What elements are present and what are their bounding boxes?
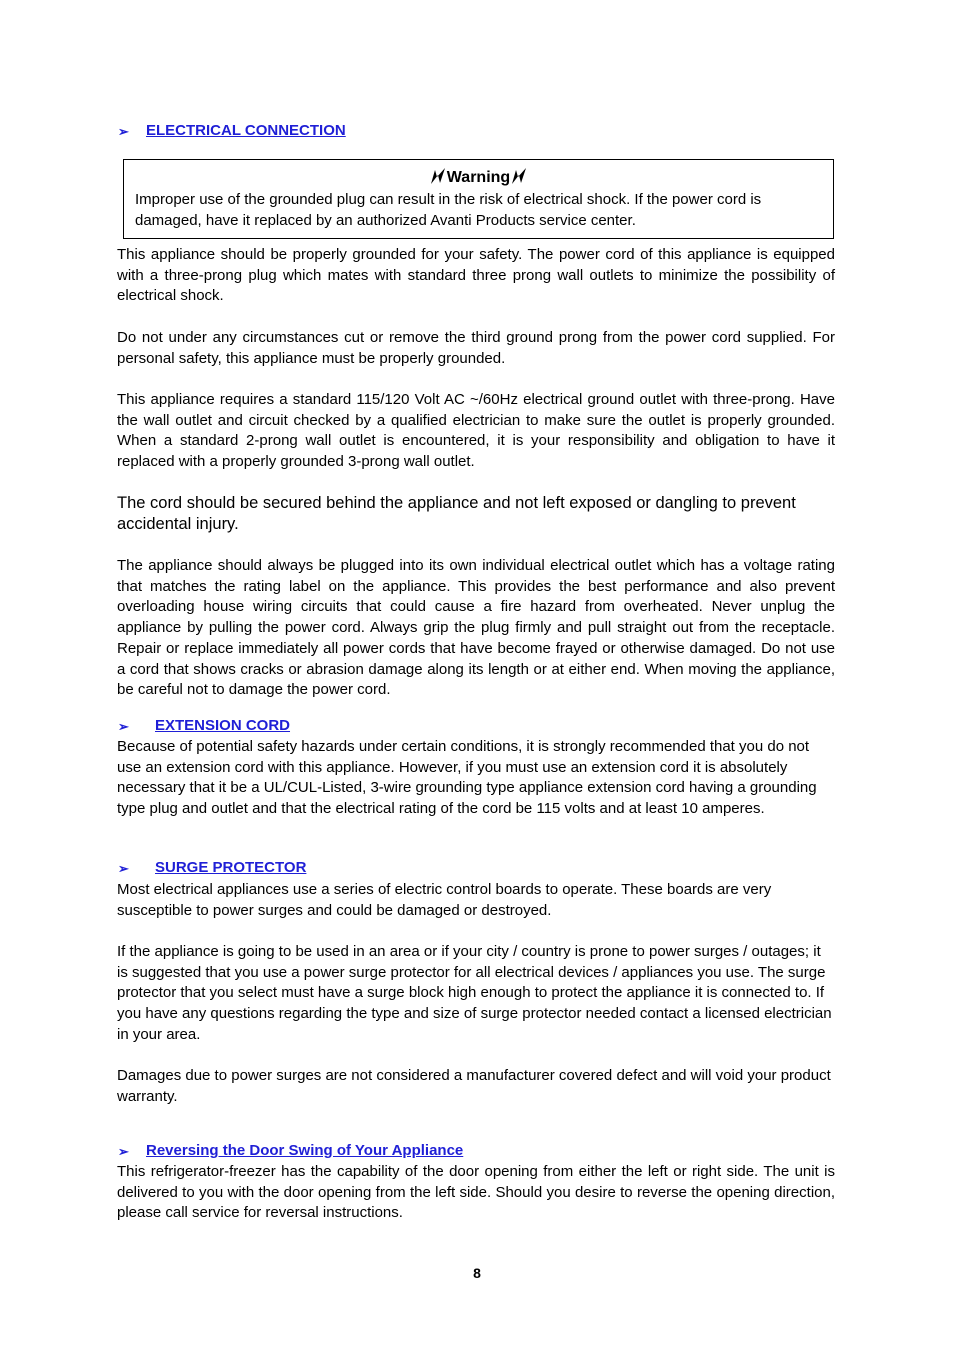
paragraph-cord-secured: The cord should be secured behind the appliance and not left exposed or dangling to prevent accidental injury.	[117, 494, 796, 533]
paragraph-outlet-requirements: This appliance requires a standard 115/120 Volt AC ~/60Hz electrical ground outlet with three-prong. Have the wall outlet and circuit checked by a qualified electrician to make sure the outlet is properly grounded. When a standard 2-prong wall outlet is encountered, it is your responsibility and obligation to have it replaced with a properly grounded 3-prong wall outlet.	[117, 391, 835, 471]
paragraph-individual-outlet: The appliance should always be plugged into its own individual electrical outlet which has a voltage rating that matches the rating label on the appliance. This provides the best performance and also prevent overloading house wiring circuits that could cause a fire hazard from overheated. Never unplug the appliance by pulling the power cord. Always grip the plug firmly and pull straight out from the receptacle. Repair or replace immediately all power cords that have become frayed or otherwise damaged. Do not use a cord that shows cracks or abrasion damage along its length or at either end. When moving the appliance, be careful not to damage the power cord.	[117, 557, 835, 699]
heading-surge-protector: SURGE PROTECTOR	[155, 859, 307, 876]
arrow-bullet-icon: ➢	[118, 719, 129, 734]
lightning-bolt-icon	[429, 167, 447, 185]
arrow-bullet-icon: ➢	[118, 124, 129, 139]
warning-title-text: Warning	[446, 169, 511, 186]
paragraph-reversing-door: This refrigerator-freezer has the capability of the door opening from either the left or right side. The unit is delivered to you with the door opening from the left side. Should you desire to reverse the opening direction, please call service for reversal instructions.	[117, 1163, 835, 1222]
arrow-bullet-icon: ➢	[118, 861, 129, 876]
heading-extension-cord: EXTENSION CORD	[155, 717, 291, 734]
arrow-bullet-icon: ➢	[118, 1144, 129, 1159]
heading-reversing-door: Reversing the Door Swing of Your Appliance	[146, 1142, 464, 1159]
paragraph-warranty: Damages due to power surges are not considered a manufacturer covered defect and will void your product warranty.	[117, 1067, 831, 1105]
paragraph-grounding: This appliance should be properly grounded for your safety. The power cord of this appliance is equipped with a three-prong plug which mates with standard three prong wall outlets to minimize the possibility of electrical shock.	[117, 246, 835, 305]
page-number: 8	[473, 1265, 481, 1281]
paragraph-extension-cord: Because of potential safety hazards under certain conditions, it is strongly recommended that you do not use an extension cord with this appliance. However, if you must use an extension cord it is absolutely necessary that it be a UL/CUL-Listed, 3-wire grounding type appliance extension cord having a grounding type plug and outlet and that the electrical rating of the cord be 115 volts and at least 10 amperes.	[117, 738, 817, 818]
warning-text: Improper use of the grounded plug can result in the risk of electrical shock. If the power cord is damaged, have it replaced by an authorized Avanti Products service center.	[135, 191, 762, 229]
lightning-bolt-icon	[510, 167, 528, 185]
heading-electrical-connection: ELECTRICAL CONNECTION	[146, 122, 346, 139]
warning-box	[123, 159, 834, 239]
paragraph-surge-protector-advice: If the appliance is going to be used in an area or if your city / country is prone to power surges / outages; it is suggested that you use a power surge protector for all electrical devices / appliances you use. The surge protector that you select must have a surge block high enough to protect the appliance it is connected to. If you have any questions regarding the type and size of surge protector needed contact a licensed electrician in your area.	[117, 943, 832, 1043]
warning-title	[124, 167, 833, 187]
paragraph-control-boards: Most electrical appliances use a series of electric control boards to operate. These boards are very susceptible to power surges and could be damaged or destroyed.	[117, 881, 772, 919]
paragraph-ground-prong: Do not under any circumstances cut or remove the third ground prong from the power cord supplied. For personal safety, this appliance must be properly grounded.	[117, 329, 835, 367]
